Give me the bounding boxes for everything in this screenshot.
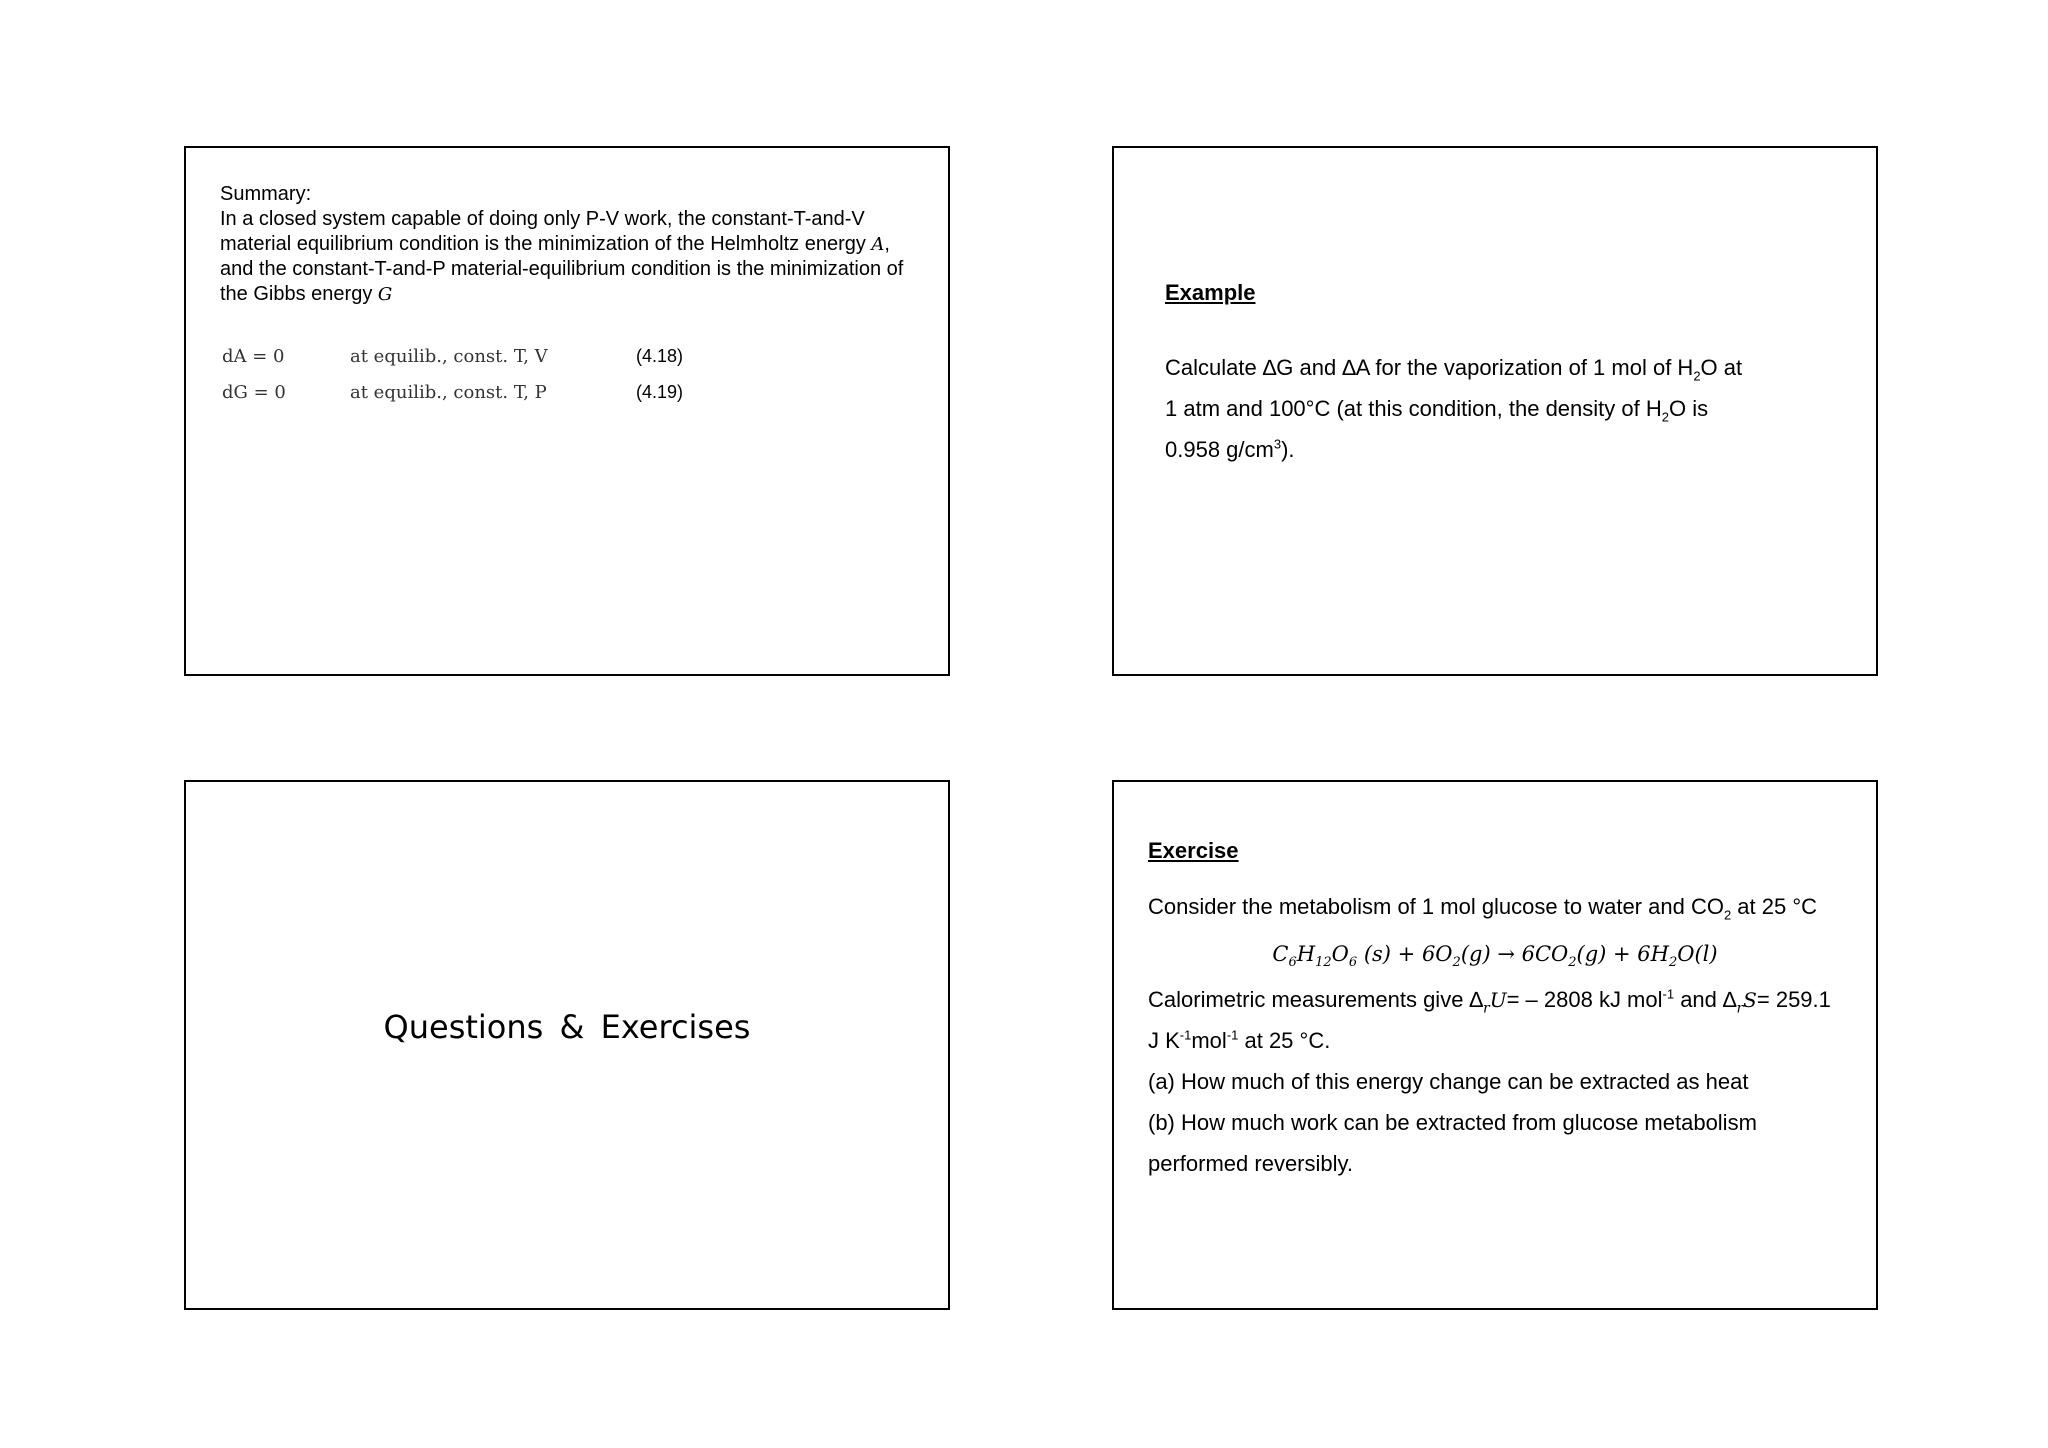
- summary-text-part-1: In a closed system capable of doing only P-V work, the constant-T-and-V material equilibrium condition is the minimization of the Helmholtz energy: [220, 208, 872, 255]
- slide-example: [1112, 146, 1878, 676]
- questions-title: Questions & Exercises: [383, 1008, 751, 1046]
- example-text-4: O is: [1668, 396, 1709, 421]
- exercise-sub: r: [1736, 1000, 1744, 1017]
- equation-number: (4.19): [636, 382, 684, 402]
- summary-text: [220, 182, 920, 307]
- exercise-sub: r: [1483, 1000, 1490, 1017]
- reaction-part: (s) + 6O: [1357, 942, 1453, 966]
- example-line-2: [1165, 388, 1845, 429]
- exercise-line-2: [1148, 986, 1831, 1017]
- exercise-line-3: [1148, 1028, 1330, 1054]
- slide-exercise: [1112, 780, 1878, 1310]
- slide-questions: [184, 780, 950, 1310]
- symbol-gibbs: G: [377, 284, 393, 305]
- reaction-part: C: [1272, 942, 1289, 966]
- exercise-text: = – 2808 kJ mol: [1506, 987, 1663, 1012]
- summary-text-part-2: , and the constant-T-and-P material-equilibrium condition is the minimization of the Gibbs energy: [220, 233, 904, 305]
- example-heading: Example: [1165, 280, 1256, 305]
- exercise-question-b: (b) How much work can be extracted from glucose metabolism: [1148, 1110, 1757, 1135]
- summary-label: Summary:: [220, 183, 312, 205]
- reaction-part: O(l): [1677, 942, 1718, 966]
- reaction-sub: 6: [1348, 955, 1358, 971]
- reaction-part: (g) + 6H: [1576, 942, 1669, 966]
- reaction-sub: 2: [1668, 955, 1678, 971]
- example-sub-1: 2: [1693, 368, 1701, 384]
- example-line-1: [1165, 347, 1845, 388]
- symbol-entropy: S: [1743, 988, 1757, 1012]
- equation-condition: at equilib., const. T, P: [350, 382, 547, 403]
- example-sub-2: 2: [1661, 409, 1669, 425]
- exercise-text: Calorimetric measurements give ∆: [1148, 987, 1484, 1012]
- equation-lhs: dA = 0: [222, 346, 285, 367]
- example-text-2: O at: [1700, 355, 1743, 380]
- exercise-text: and ∆: [1674, 987, 1737, 1012]
- exercise-question-b-cont: performed reversibly.: [1148, 1151, 1353, 1176]
- symbol-helmholtz: A: [871, 234, 885, 255]
- exercise-text: mol: [1191, 1028, 1227, 1053]
- exercise-text: J K: [1148, 1028, 1180, 1053]
- equation-lhs: dG = 0: [222, 382, 286, 403]
- example-body: [1165, 347, 1845, 470]
- equation-condition: at equilib., const. T, V: [350, 346, 548, 367]
- summary-paragraph: [220, 207, 920, 307]
- exercise-sup: -1: [1179, 1027, 1192, 1043]
- example-text-6: ).: [1281, 437, 1295, 462]
- reaction-part: (g) → 6CO: [1460, 942, 1569, 966]
- example-sup-1: 3: [1273, 436, 1282, 452]
- glucose-reaction-equation: [1114, 942, 1876, 971]
- exercise-sup: -1: [1226, 1027, 1239, 1043]
- reaction-sub: 12: [1315, 955, 1332, 971]
- exercise-text: at 25 °C.: [1238, 1028, 1331, 1053]
- reaction-part: O: [1331, 942, 1349, 966]
- reaction-sub: 2: [1568, 955, 1577, 971]
- exercise-text: Consider the metabolism of 1 mol glucose to water and CO: [1148, 894, 1724, 919]
- example-text-3: 1 atm and 100°C (at this condition, the density of H: [1165, 396, 1662, 421]
- reaction-part: H: [1296, 942, 1316, 966]
- exercise-question-a: (a) How much of this energy change can be extracted as heat: [1148, 1069, 1749, 1094]
- exercise-sup: -1: [1662, 986, 1675, 1002]
- reaction-sub: 6: [1288, 955, 1297, 971]
- reaction-sub: 2: [1452, 955, 1461, 971]
- example-text-5: 0.958 g/cm: [1165, 437, 1274, 462]
- exercise-text: = 259.1: [1756, 987, 1831, 1012]
- example-line-3: [1165, 429, 1845, 470]
- exercise-line-1: [1148, 894, 1818, 923]
- equation-number: (4.18): [636, 346, 684, 366]
- example-text-1: Calculate ∆G and ∆A for the vaporization of 1 mol of H: [1165, 355, 1694, 380]
- exercise-sub: 2: [1723, 907, 1732, 923]
- slide-summary: [184, 146, 950, 676]
- symbol-internal-energy: U: [1489, 988, 1507, 1012]
- exercise-heading: Exercise: [1148, 838, 1239, 863]
- exercise-text: at 25 °C: [1731, 894, 1818, 919]
